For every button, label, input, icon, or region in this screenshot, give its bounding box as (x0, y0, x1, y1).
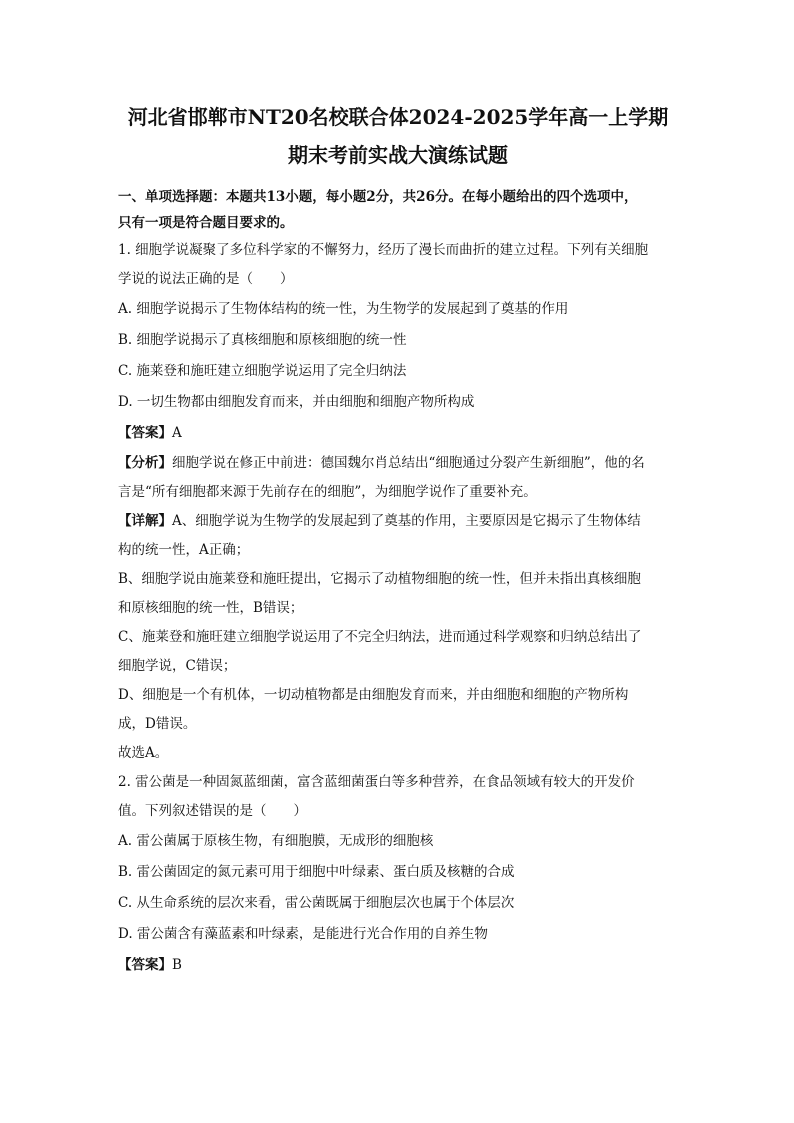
answer-value: A (172, 425, 182, 441)
analysis-line-2: 言是“所有细胞都来源于先前存在的细胞”，为细胞学说作了重要补充。 (118, 484, 537, 500)
question-1-stem (118, 236, 678, 294)
question-2-stem-line-2: 值。下列叙述错误的是（ ） (118, 803, 307, 819)
question-1-detail (118, 507, 678, 739)
detail-c-line-1: C、施莱登和施旺建立细胞学说运用了不完全归纳法，进而通过科学观察和归纳总结出了 (118, 629, 642, 645)
answer-tag: 【答案】 (118, 425, 172, 441)
title-line-1: 河北省邯郸市NT20名校联合体2024-2025学年高一上学期 (127, 105, 669, 129)
question-2-option-d: D. 雷公菌含有藻蓝素和叶绿素，是能进行光合作用的自养生物 (118, 926, 488, 942)
question-2-option-b: B. 雷公菌固定的氮元素可用于细胞中叶绿素、蛋白质及核糖的合成 (118, 864, 515, 880)
analysis-tag: 【分析】 (118, 455, 172, 471)
section-line-2: 只有一项是符合题目要求的。 (118, 215, 294, 231)
detail-a-line-2: 构的统一性，A正确； (118, 542, 250, 558)
detail-b-line-2: 和原核细胞的统一性，B错误； (118, 600, 304, 616)
question-2-option-c: C. 从生命系统的层次来看，雷公菌既属于细胞层次也属于个体层次 (118, 895, 515, 911)
answer-tag: 【答案】 (118, 957, 172, 973)
question-1-stem-line-2: 学说的说法正确的是（ ） (118, 271, 294, 287)
question-2-stem (118, 768, 678, 826)
analysis-line-1: 细胞学说在修正中前进：德国魏尔肖总结出“细胞通过分裂产生新细胞”，他的名 (172, 455, 645, 471)
question-2-option-a: A. 雷公菌属于原核生物，有细胞膜，无成形的细胞核 (118, 833, 434, 849)
question-1-stem-line-1: 1. 细胞学说凝聚了多位科学家的不懈努力，经历了漫长而曲折的建立过程。下列有关细胞 (118, 242, 649, 258)
question-2-stem-line-1: 2. 雷公菌是一种固氮蓝细菌，富含蓝细菌蛋白等多种营养，在食品领域有较大的开发价 (118, 774, 635, 790)
section-heading (118, 184, 678, 236)
section-line-1: 一、单项选择题：本题共13小题，每小题2分，共26分。在每小题给出的四个选项中， (118, 189, 638, 205)
question-1-answer (118, 418, 678, 449)
question-1 (118, 236, 678, 768)
detail-d-line-1: D、细胞是一个有机体，一切动植物都是由细胞发育而来，并由细胞和细胞的产物所构 (118, 687, 629, 703)
question-2 (118, 768, 678, 981)
title-line-2: 期末考前实战大演练试题 (288, 143, 508, 167)
document-title (118, 98, 678, 174)
question-1-option-c: C. 施莱登和施旺建立细胞学说运用了完全归纳法 (118, 363, 407, 379)
detail-c-line-2: 细胞学说，C错误； (118, 658, 237, 674)
question-1-option-a: A. 细胞学说揭示了生物体结构的统一性，为生物学的发展起到了奠基的作用 (118, 301, 569, 317)
question-1-analysis (118, 449, 678, 507)
question-2-answer (118, 950, 678, 981)
answer-value: B (172, 957, 182, 973)
detail-a-line-1: A、细胞学说为生物学的发展起到了奠基的作用，主要原因是它揭示了生物体结 (172, 513, 641, 529)
question-1-conclusion: 故选A。 (118, 745, 169, 761)
question-1-option-d: D. 一切生物都由细胞发育而来，并由细胞和细胞产物所构成 (118, 394, 475, 410)
detail-b-line-1: B、细胞学说由施莱登和施旺提出，它揭示了动植物细胞的统一性，但并未指出真核细胞 (118, 571, 641, 587)
detail-d-line-2: 成，D错误。 (118, 716, 197, 732)
question-1-option-b: B. 细胞学说揭示了真核细胞和原核细胞的统一性 (118, 332, 407, 348)
detail-tag: 【详解】 (118, 513, 172, 529)
